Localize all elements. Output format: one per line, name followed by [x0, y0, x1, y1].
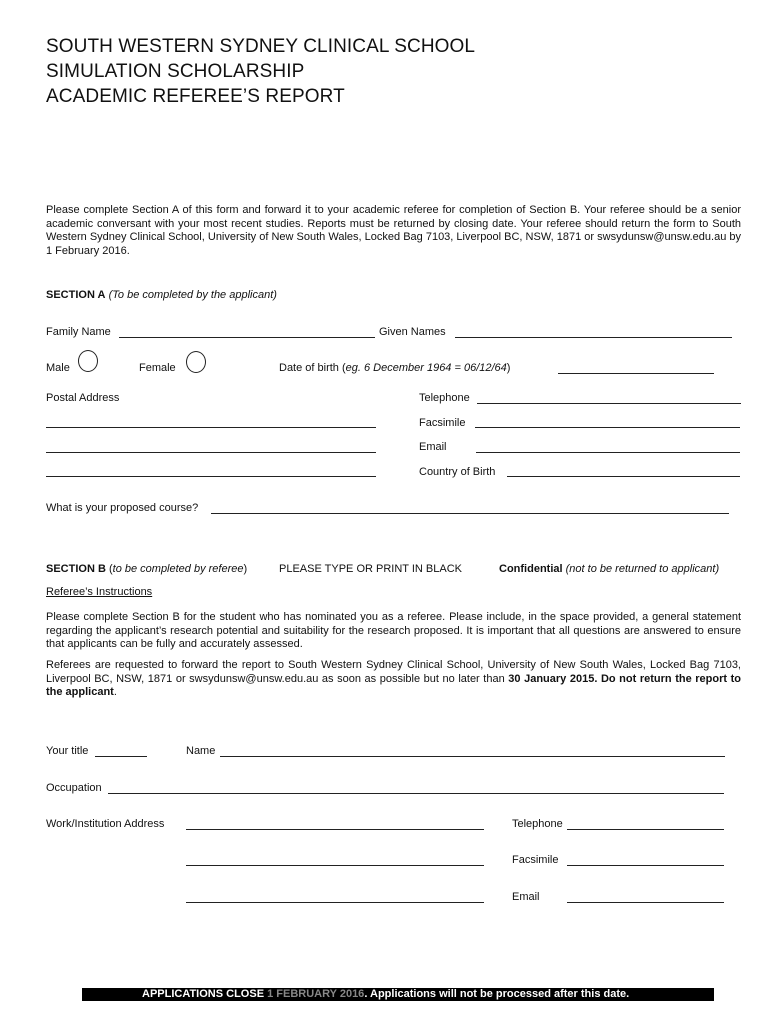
postal-address-line-1[interactable]: [46, 427, 376, 428]
telephone-label: Telephone: [419, 392, 470, 404]
given-names-field[interactable]: [455, 337, 732, 338]
given-names-label: Given Names: [379, 326, 446, 338]
banner-date: 1 FEBRUARY 2016: [267, 988, 365, 1000]
proposed-course-label: What is your proposed course?: [46, 502, 199, 514]
work-address-label: Work/Institution Address: [46, 818, 165, 830]
print-note: PLEASE TYPE OR PRINT IN BLACK: [279, 563, 462, 575]
male-label: Male: [46, 362, 70, 374]
referee-instructions-heading: Referee’s Instructions: [46, 586, 153, 598]
referee-instructions-paragraph-2: Referees are requested to forward the report to South Western Sydney Clinical School, University of New South Wales, Locked Bag 7103, Liverpool BC, NSW, 1871 or swsydunsw@unsw.edu.au as soon as possible but no later than 30 January 2015. Do not return the report to the applicant.: [46, 659, 742, 699]
banner-suffix: . Applications will not be processed after this date.: [364, 988, 630, 1000]
female-radio[interactable]: [186, 351, 206, 373]
referee-facsimile-label: Facsimile: [512, 854, 559, 866]
title-line-1: SOUTH WESTERN SYDNEY CLINICAL SCHOOL: [46, 36, 476, 57]
dob-label: Date of birth (eg. 6 December 1964 = 06/12/64): [279, 362, 511, 374]
facsimile-field[interactable]: [475, 427, 740, 428]
family-name-label: Family Name: [46, 326, 111, 338]
postal-address-line-2[interactable]: [46, 452, 376, 453]
email-label: Email: [419, 441, 447, 453]
your-title-label: Your title: [46, 745, 89, 757]
postal-address-line-3[interactable]: [46, 476, 376, 477]
referee-instructions-paragraph-1: Please complete Section B for the student who has nominated you as a referee. Please include, in the space provided, a general statement regarding the applicant’s research potential and suitability for the research proposed. It is important that all questions are answered to ensure that applicants can be fully and accurately assessed.: [46, 611, 741, 651]
work-address-line-1[interactable]: [186, 829, 484, 830]
title-line-3: ACADEMIC REFEREE’S REPORT: [46, 86, 345, 107]
referee-telephone-field[interactable]: [567, 829, 724, 830]
proposed-course-field[interactable]: [211, 513, 729, 514]
dob-field[interactable]: [558, 373, 714, 374]
title-line-2: SIMULATION SCHOLARSHIP: [46, 61, 305, 82]
referee-facsimile-field[interactable]: [567, 865, 724, 866]
country-of-birth-field[interactable]: [507, 476, 740, 477]
referee-telephone-label: Telephone: [512, 818, 563, 830]
section-b-heading: SECTION B (to be completed by referee): [46, 563, 248, 575]
postal-address-label: Postal Address: [46, 392, 120, 404]
referee-email-field[interactable]: [567, 902, 724, 903]
your-title-field[interactable]: [95, 756, 147, 757]
occupation-label: Occupation: [46, 782, 102, 794]
confidential-note: Confidential (not to be returned to applicant): [499, 563, 720, 575]
section-a-heading: SECTION A (To be completed by the applicant): [46, 289, 277, 301]
female-label: Female: [139, 362, 176, 374]
banner-prefix: APPLICATIONS CLOSE: [142, 988, 268, 1000]
referee-email-label: Email: [512, 891, 540, 903]
occupation-field[interactable]: [108, 793, 724, 794]
facsimile-label: Facsimile: [419, 417, 466, 429]
family-name-field[interactable]: [119, 337, 375, 338]
name-field[interactable]: [220, 756, 725, 757]
male-radio[interactable]: [78, 350, 98, 372]
work-address-line-2[interactable]: [186, 865, 484, 866]
work-address-line-3[interactable]: [186, 902, 484, 903]
name-label: Name: [186, 745, 216, 757]
intro-paragraph: Please complete Section A of this form and forward it to your academic referee for completion of Section B. Your referee should be a senior academic conversant with your most recent studies. Reports must be returned by closing date. Your referee should return the form to South Western Sydney Clinical School, University of New South Wales, Locked Bag 7103, Liverpool BC, NSW, 1871 or swsydunsw@unsw.edu.au by 1 February 2016.: [46, 204, 741, 257]
email-field[interactable]: [476, 452, 740, 453]
form-title: [46, 34, 475, 109]
telephone-field[interactable]: [477, 403, 741, 404]
applications-close-banner: [82, 988, 714, 1001]
country-of-birth-label: Country of Birth: [419, 466, 496, 478]
